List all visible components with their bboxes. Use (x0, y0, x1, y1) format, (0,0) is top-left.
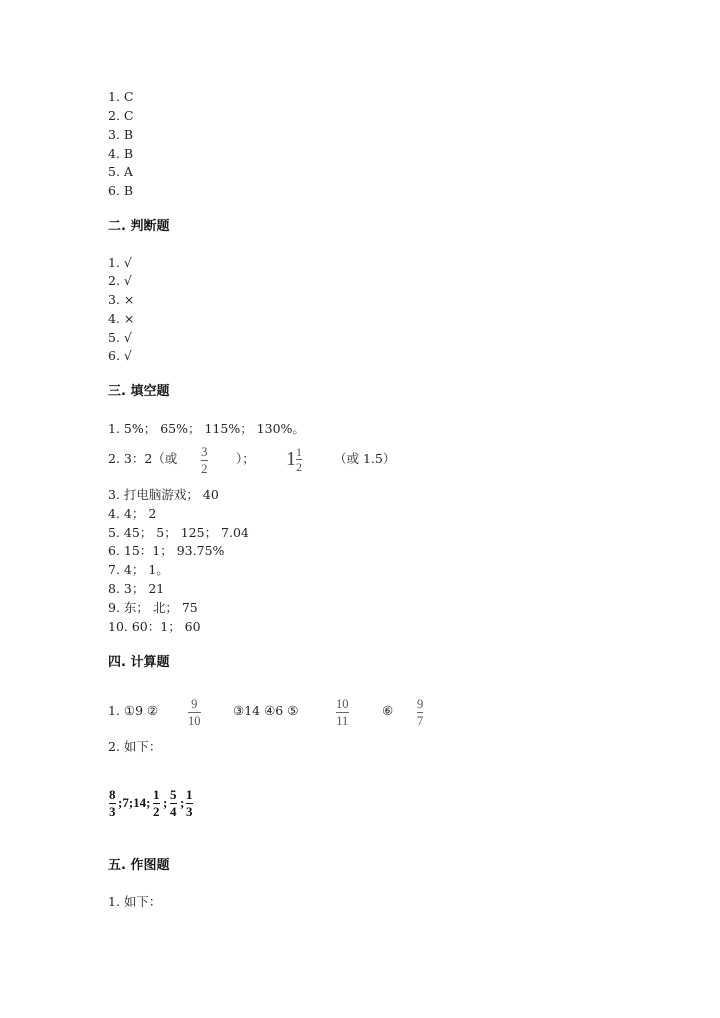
fraction (186, 788, 193, 819)
fraction-numerator: 1 (296, 445, 302, 459)
fraction-bar (188, 712, 201, 713)
fraction (296, 446, 302, 473)
answer-line: 3. 打电脑游戏； 40 (108, 487, 219, 502)
answer-line-suffix: （或 1.5） (334, 451, 396, 466)
answer-line: 5. 45； 5； 125； 7.04 (108, 525, 249, 540)
fraction-denominator: 4 (170, 804, 177, 819)
fraction-numerator: 8 (109, 787, 116, 802)
fraction (170, 788, 177, 819)
answer-line: 4. × (108, 311, 135, 326)
answer-line-prefix: 1. ①9 ② (108, 703, 159, 718)
answer-line-mid: ⑥ (382, 703, 394, 718)
answer-line: 4. 4； 2 (108, 506, 157, 521)
answer-line-mid: ）； (236, 451, 255, 466)
answer-line-prefix: 2. 3：2（或 (108, 451, 178, 466)
fraction-numerator: 1 (186, 787, 193, 802)
answer-line: 2. C (108, 108, 134, 123)
answer-line: 6. B (108, 183, 134, 198)
expression-separator: ; (180, 795, 185, 810)
fraction-numerator: 9 (417, 697, 424, 711)
answer-line: 3. × (108, 292, 135, 307)
answer-line: 7. 4； 1。 (108, 562, 169, 577)
fraction-bar (417, 712, 423, 713)
fraction (153, 788, 160, 819)
answer-line: 9. 东； 北； 75 (108, 600, 198, 615)
fraction (417, 697, 423, 728)
answer-line: 2. √ (108, 273, 132, 288)
fraction-denominator: 2 (153, 804, 160, 819)
fraction (201, 445, 208, 476)
section-heading-fill-in: 三. 填空题 (108, 384, 170, 399)
answer-line-mid: ③14 ④6 ⑤ (233, 703, 299, 718)
answer-line: 1. 如下： (108, 894, 162, 909)
fraction-denominator: 2 (296, 460, 302, 474)
fraction-denominator: 7 (417, 714, 424, 728)
section-heading-judgement: 二. 判断题 (108, 219, 170, 234)
answer-line: 6. √ (108, 348, 132, 363)
fraction (109, 788, 116, 819)
answer-line: 5. A (108, 164, 133, 179)
answer-line: 2. 如下： (108, 739, 162, 754)
fraction-denominator: 3 (186, 804, 193, 819)
fraction-numerator: 9 (191, 697, 198, 711)
answer-line: 8. 3； 21 (108, 581, 165, 596)
answer-line: 10. 60：1； 60 (108, 619, 201, 634)
answer-line: 1. 5%； 65%； 115%； 130%。 (108, 421, 305, 436)
answer-line: 4. B (108, 146, 134, 161)
answer-line: 6. 15：1； 93.75% (108, 543, 225, 558)
mixed-number-whole: 1 (286, 448, 296, 470)
fraction-denominator: 2 (201, 461, 208, 476)
answer-line: 5. √ (108, 330, 132, 345)
fraction-numerator: 3 (201, 444, 208, 459)
fraction-numerator: 5 (170, 787, 177, 802)
section-heading-calculation: 四. 计算题 (108, 655, 170, 670)
section-heading-drawing: 五. 作图题 (108, 858, 170, 873)
answer-line: 3. B (108, 127, 134, 142)
fraction-denominator: 11 (336, 714, 349, 728)
fraction (336, 697, 349, 728)
fraction-numerator: 10 (336, 697, 349, 711)
fraction (188, 697, 201, 728)
fraction-bar (336, 712, 349, 713)
fraction-denominator: 10 (188, 714, 201, 728)
answer-line: 1. C (108, 89, 134, 104)
expression-separator: ; (163, 795, 168, 810)
fraction-denominator: 3 (109, 804, 116, 819)
answer-line: 1. √ (108, 255, 132, 270)
expression-separator: ;7;14; (118, 795, 151, 810)
fraction-numerator: 1 (153, 787, 160, 802)
